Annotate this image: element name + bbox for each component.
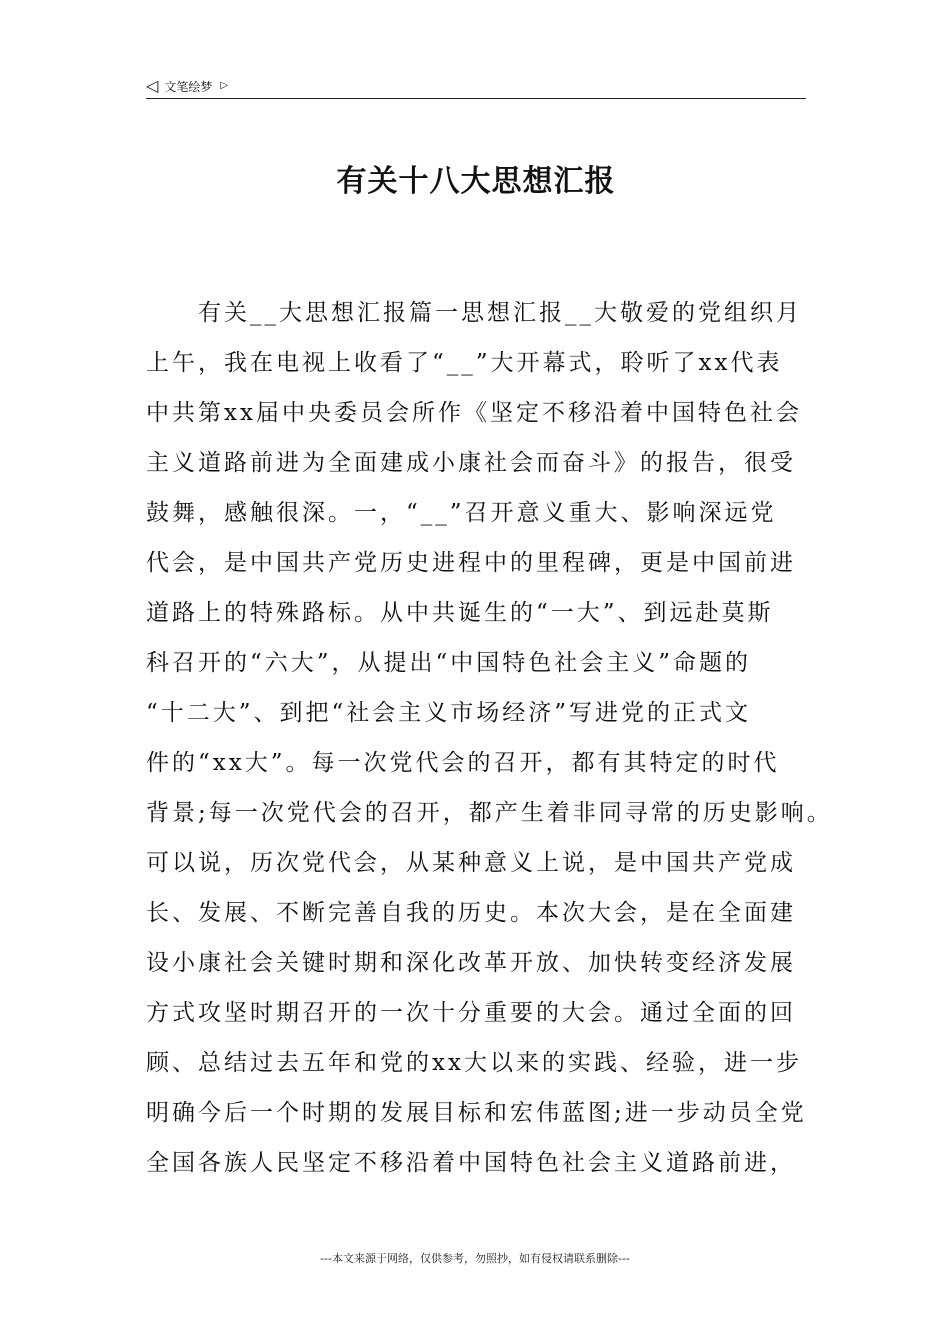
page-header: [146, 74, 806, 99]
body-line: 上午，我在电视上收看了“__”大开幕式，聆听了xx代表: [146, 350, 783, 376]
triangle-right-icon: ▷: [220, 80, 229, 91]
body-line: 鼓舞，感触很深。一，“__”召开意义重大、影响深远党: [146, 500, 777, 526]
body-line: 科召开的“六大”，从提出“中国特色社会主义”命题的: [146, 650, 752, 676]
triangle-left-icon: ◁: [146, 76, 159, 95]
body-line: 有关__大思想汇报篇一思想汇报__大敬爱的党组织月: [146, 300, 802, 326]
body-line: 设小康社会关键时期和深化改革开放、加快转变经济发展: [146, 950, 796, 976]
body-line: “十二大”、到把“社会主义市场经济”写进党的正式文: [146, 700, 752, 726]
body-line: 代会，是中国共产党历史进程中的里程碑，更是中国前进: [146, 550, 796, 576]
footer-notice: ---本文来源于网络，仅供参考，勿照抄，如有侵权请联系删除---: [320, 1252, 630, 1265]
document-title: 有关十八大思想汇报: [336, 164, 616, 199]
body-line: 顾、总结过去五年和党的xx大以来的实践、经验，进一步: [146, 1050, 802, 1076]
body-line: 可以说，历次党代会，从某种意义上说，是中国共产党成: [146, 850, 796, 876]
body-line: 主义道路前进为全面建成小康社会而奋斗》的报告，很受: [146, 450, 796, 476]
body-line: 道路上的特殊路标。从中共诞生的“一大”、到远赴莫斯: [146, 600, 774, 626]
body-line: 长、发展、不断完善自我的历史。本次大会，是在全面建: [146, 900, 796, 926]
brand-label: 文笔绘梦: [164, 79, 213, 94]
body-line: 背景;每一次党代会的召开，都产生着非同寻常的历史影响。: [146, 800, 833, 826]
body-line: 件的“xx大”。每一次党代会的召开，都有其特定的时代: [146, 750, 780, 776]
body-line: 中共第xx届中央委员会所作《坚定不移沿着中国特色社会: [146, 400, 802, 426]
document-body: [146, 288, 833, 1188]
body-line: 全国各族人民坚定不移沿着中国特色社会主义道路前进，: [146, 1150, 796, 1176]
body-line: 明确今后一个时期的发展目标和宏伟蓝图;进一步动员全党: [146, 1100, 807, 1126]
body-line: 方式攻坚时期召开的一次十分重要的大会。通过全面的回: [146, 1000, 796, 1026]
